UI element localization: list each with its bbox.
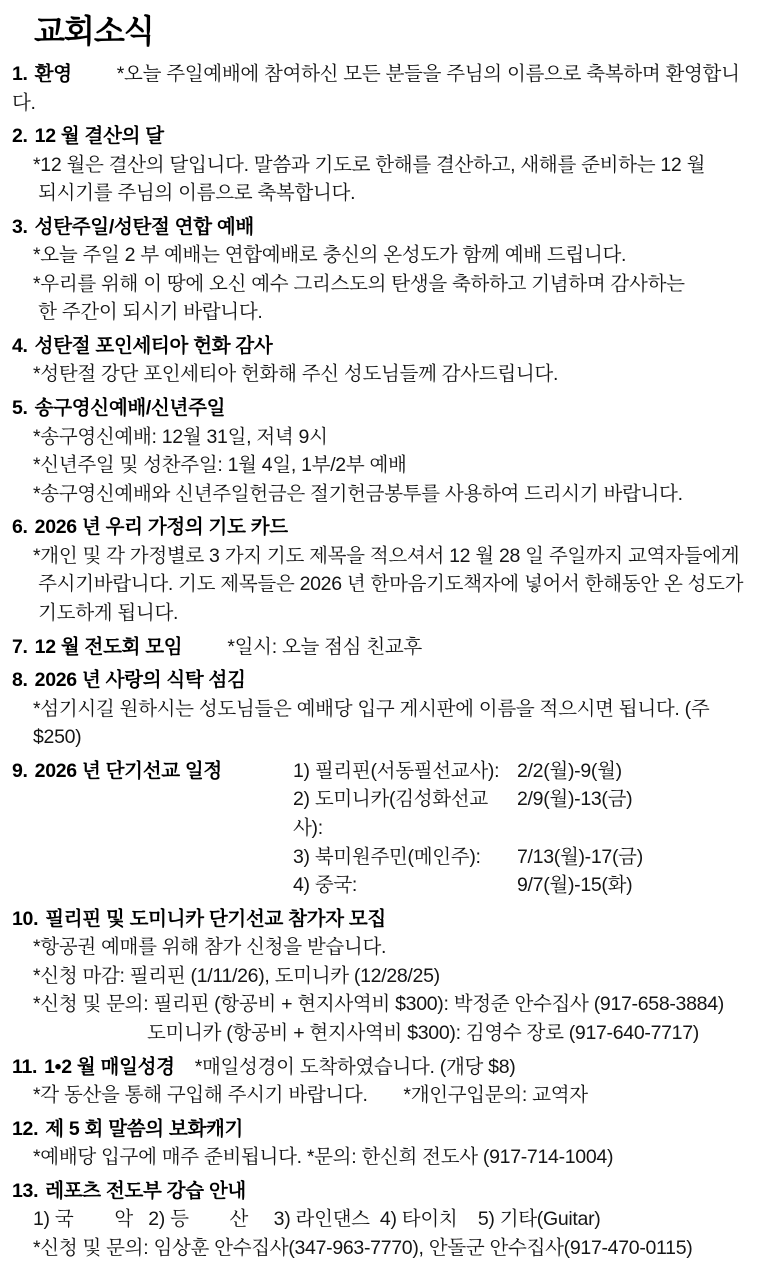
item-line: *신청 및 문의: 필리핀 (항공비 + 현지사역비 $300): 박정준 안수집사 (917-658-3884)	[33, 993, 724, 1016]
item-line: *각 동산을 통해 구입해 주시기 바랍니다. *개인구입문의: 교역자	[33, 1084, 588, 1107]
item-inline-text: *일시: 오늘 점심 친교후	[227, 635, 422, 658]
item-title: 1•2 월 매일성경	[44, 1055, 175, 1078]
announcement-item-8	[12, 666, 757, 752]
item-heading	[12, 513, 757, 542]
item-line: 한 주간이 되시기 바랍니다.	[33, 301, 263, 324]
item-line: 도미니카 (항공비 + 현지사역비 $300): 김영수 장로 (917-640-7717)	[147, 1022, 699, 1045]
item-line: *우리를 위해 이 땅에 오신 예수 그리스도의 탄생을 축하하고 기념하며 감사하는	[33, 272, 685, 295]
item-number: 2.	[12, 125, 28, 147]
item-title: 성탄주일/성탄절 연합 예배	[34, 215, 254, 238]
schedule-dates: 2/2(월)-9(월)	[517, 759, 622, 782]
item-line: *성탄절 강단 포인세티아 헌화해 주신 성도님들께 감사드립니다.	[33, 363, 559, 386]
item-heading	[12, 60, 757, 117]
schedule-destination: 3) 북미원주민(메인주):	[293, 845, 481, 868]
item-line: 1) 국 악 2) 등 산 3) 라인댄스 4) 타이치 5) 기타(Guitar)	[33, 1208, 601, 1231]
item-heading	[12, 666, 757, 695]
schedule-destination: 2) 도미니카(김성화선교사):	[293, 788, 488, 839]
item-inline-text: *오늘 주일예배에 참여하신 모든 분들을 주님의 이름으로 축복하며 환영합니다.	[12, 63, 740, 114]
item-line: 주시기바랍니다. 기도 제목들은 2026 년 한마음기도책자에 넣어서 한해동안 온 성도가	[33, 573, 744, 596]
announcement-item-2	[12, 122, 757, 208]
item-line: 되시기를 주님의 이름으로 축복합니다.	[33, 182, 356, 205]
item-number: 12.	[12, 1117, 39, 1140]
item-number: 10.	[12, 907, 39, 930]
item-title: 제 5 회 말씀의 보화캐기	[45, 1117, 244, 1140]
item-heading	[12, 757, 293, 786]
item-line: *신청 마감: 필리핀 (1/11/26), 도미니카 (12/28/25)	[33, 964, 440, 987]
item-heading	[12, 394, 757, 423]
announcement-item-4	[12, 332, 757, 389]
item-heading	[12, 1053, 757, 1082]
item-line: *12 월은 결산의 달입니다. 말씀과 기도로 한해를 결산하고, 새해를 준비하는 12 월	[33, 153, 706, 176]
announcement-item-6	[12, 513, 757, 627]
item-number: 4.	[12, 334, 28, 357]
announcement-item-3	[12, 213, 757, 327]
item-line: *송구영신예배와 신년주일헌금은 절기헌금봉투를 사용하여 드리시기 바랍니다.	[33, 482, 683, 505]
item-title: 레포츠 전도부 강습 안내	[45, 1179, 246, 1202]
item-title: 2026 년 사랑의 식탁 섬김	[34, 669, 246, 692]
schedule-dates: 7/13(월)-17(금)	[517, 845, 643, 868]
schedule-dates: 9/7(월)-15(화)	[517, 874, 633, 897]
item-number: 13.	[12, 1179, 39, 1202]
announcement-item-12	[12, 1115, 757, 1172]
item-line: *송구영신예배: 12월 31일, 저녁 9시	[33, 425, 328, 448]
item-heading	[12, 1177, 757, 1206]
item-title: 2026 년 우리 가정의 기도 카드	[34, 516, 288, 539]
item-line: *섬기시길 원하시는 성도님들은 예배당 입구 게시판에 이름을 적으시면 됩니다. (주 $250)	[33, 697, 715, 749]
item-number: 5.	[12, 397, 28, 420]
announcement-item-7	[12, 633, 757, 662]
item-heading	[12, 1115, 757, 1144]
item-title: 필리핀 및 도미니카 단기선교 참가자 모집	[45, 907, 386, 930]
announcement-item-1	[12, 60, 757, 117]
schedule-destination: 4) 중국:	[293, 874, 358, 897]
item-number: 6.	[12, 516, 28, 539]
item-number: 11.	[12, 1055, 38, 1078]
mission-schedule-table	[293, 757, 757, 900]
item-inline-text: *매일성경이 도착하였습니다. (개당 $8)	[194, 1055, 516, 1078]
schedule-row	[293, 785, 757, 842]
item-number: 9.	[12, 759, 28, 782]
item-title: 12 월 전도회 모임	[34, 635, 183, 658]
item-number: 8.	[12, 669, 28, 692]
page-title: 교회소식	[34, 13, 154, 49]
item-heading	[12, 633, 757, 662]
item-number: 1.	[12, 63, 28, 85]
announcement-item-11	[12, 1053, 757, 1110]
item-title: 2026 년 단기선교 일정	[34, 759, 222, 782]
schedule-row	[293, 843, 757, 872]
item-number: 7.	[12, 635, 28, 658]
item-title: 송구영신예배/신년주일	[34, 397, 226, 420]
item-title: 12 월 결산의 달	[34, 125, 164, 147]
item-heading	[12, 332, 757, 361]
announcement-item-13	[12, 1177, 757, 1263]
item-line: *신청 및 문의: 임상훈 안수집사(347-963-7770), 안돌군 안수집사(917-470-0115)	[33, 1236, 693, 1259]
item-title: 환영	[34, 63, 72, 85]
announcement-item-5	[12, 394, 757, 508]
schedule-row	[293, 871, 757, 900]
item-heading	[12, 905, 757, 934]
item-line: *신년주일 및 성찬주일: 1월 4일, 1부/2부 예배	[33, 454, 407, 477]
announcement-item-9	[12, 757, 757, 900]
schedule-destination: 1) 필리핀(서동필선교사):	[293, 759, 500, 782]
announcement-item-10	[12, 905, 757, 1048]
item-line: *예배당 입구에 매주 준비됩니다. *문의: 한신희 전도사 (917-714-1004)	[33, 1146, 614, 1169]
item-number: 3.	[12, 215, 28, 238]
item-heading	[12, 122, 757, 151]
item-line: *오늘 주일 2 부 예배는 연합예배로 충신의 온성도가 함께 예배 드립니다.	[33, 244, 627, 267]
item-heading	[12, 213, 757, 242]
item-title: 성탄절 포인세티아 헌화 감사	[34, 334, 273, 357]
item-line: *개인 및 각 가정별로 3 가지 기도 제목을 적으셔서 12 월 28 일 주일까지 교역자들에게	[33, 544, 740, 567]
item-line: *항공권 예매를 위해 참가 신청을 받습니다.	[33, 936, 387, 959]
schedule-row	[293, 757, 757, 786]
item-line: 기도하게 됩니다.	[33, 602, 179, 625]
schedule-dates: 2/9(월)-13(금)	[517, 788, 633, 811]
